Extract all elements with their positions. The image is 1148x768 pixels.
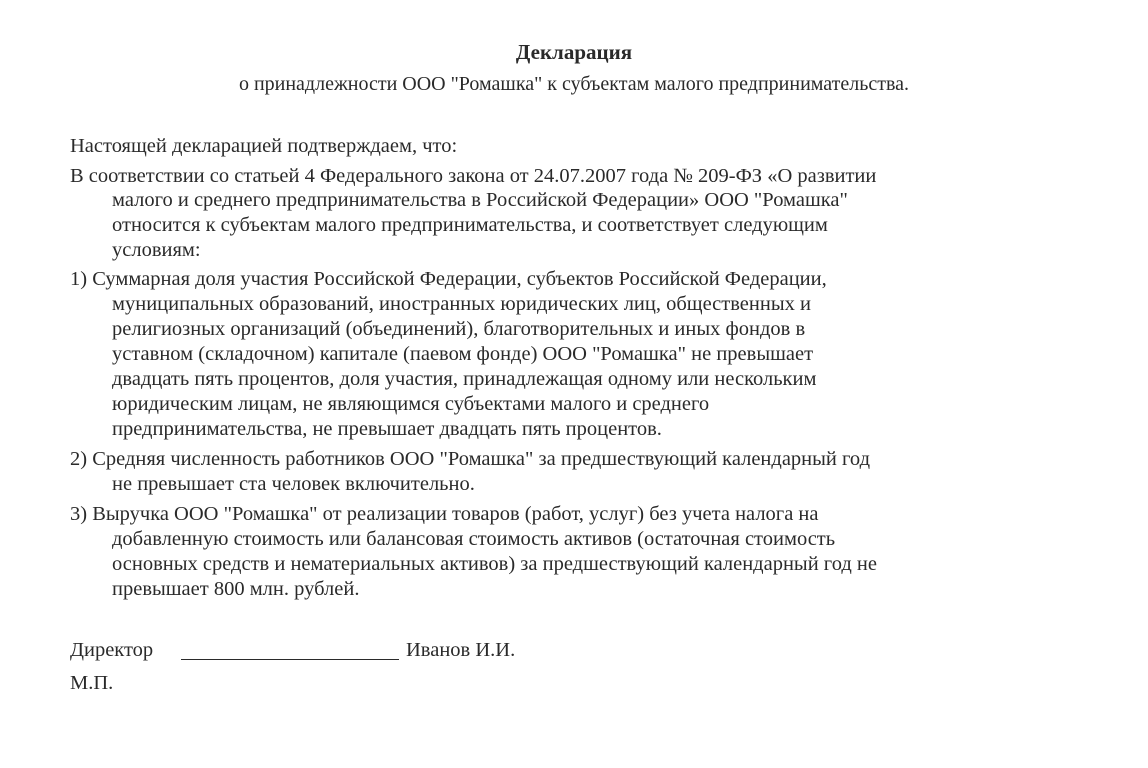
item-1-line: предпринимательства, не превышает двадцать пять процентов.: [112, 418, 662, 440]
item-3-line: 3) Выручка ООО "Ромашка" от реализации товаров (работ, услуг) без учета налога на: [70, 503, 819, 525]
signature-name: Иванов И.И.: [406, 639, 516, 661]
paragraph-line: относится к субъектам малого предпринимательства, и соответствует следующим: [112, 214, 828, 236]
document-title: Декларация: [515, 40, 633, 64]
intro-text: Настоящей декларацией подтверждаем, что:: [70, 135, 458, 157]
item-3-line: превышает 800 млн. рублей.: [112, 578, 360, 600]
item-3-line: добавленную стоимость или балансовая стоимость активов (остаточная стоимость: [112, 528, 836, 550]
signature-line: [181, 659, 399, 660]
item-1-line: юридическим лицам, не являющимся субъектами малого и среднего: [112, 393, 710, 415]
item-2-line: не превышает ста человек включительно.: [112, 473, 475, 495]
paragraph-line: В соответствии со статьей 4 Федерального закона от 24.07.2007 года № 209-ФЗ «О развитии: [70, 165, 877, 187]
stamp-place: М.П.: [70, 672, 114, 694]
item-3-line: основных средств и нематериальных активов) за предшествующий календарный год не: [112, 553, 877, 575]
signature-role: Директор: [70, 639, 154, 661]
item-1-line: двадцать пять процентов, доля участия, принадлежащая одному или нескольким: [112, 368, 817, 390]
paragraph-line: малого и среднего предпринимательства в Российской Федерации» ООО "Ромашка": [112, 189, 848, 211]
item-1-line: 1) Суммарная доля участия Российской Федерации, субъектов Российской Федерации,: [70, 268, 827, 290]
item-1-line: уставном (складочном) капитале (паевом фонде) ООО "Ромашка" не превышает: [112, 343, 814, 365]
paragraph-line: условиям:: [112, 239, 201, 261]
document-subtitle: о принадлежности ООО "Ромашка" к субъектам малого предпринимательства.: [238, 73, 910, 95]
item-2-line: 2) Средняя численность работников ООО "Ромашка" за предшествующий календарный год: [70, 448, 871, 470]
item-1-line: религиозных организаций (объединений), благотворительных и иных фондов в: [112, 318, 806, 340]
item-1-line: муниципальных образований, иностранных юридических лиц, общественных и: [112, 293, 811, 315]
